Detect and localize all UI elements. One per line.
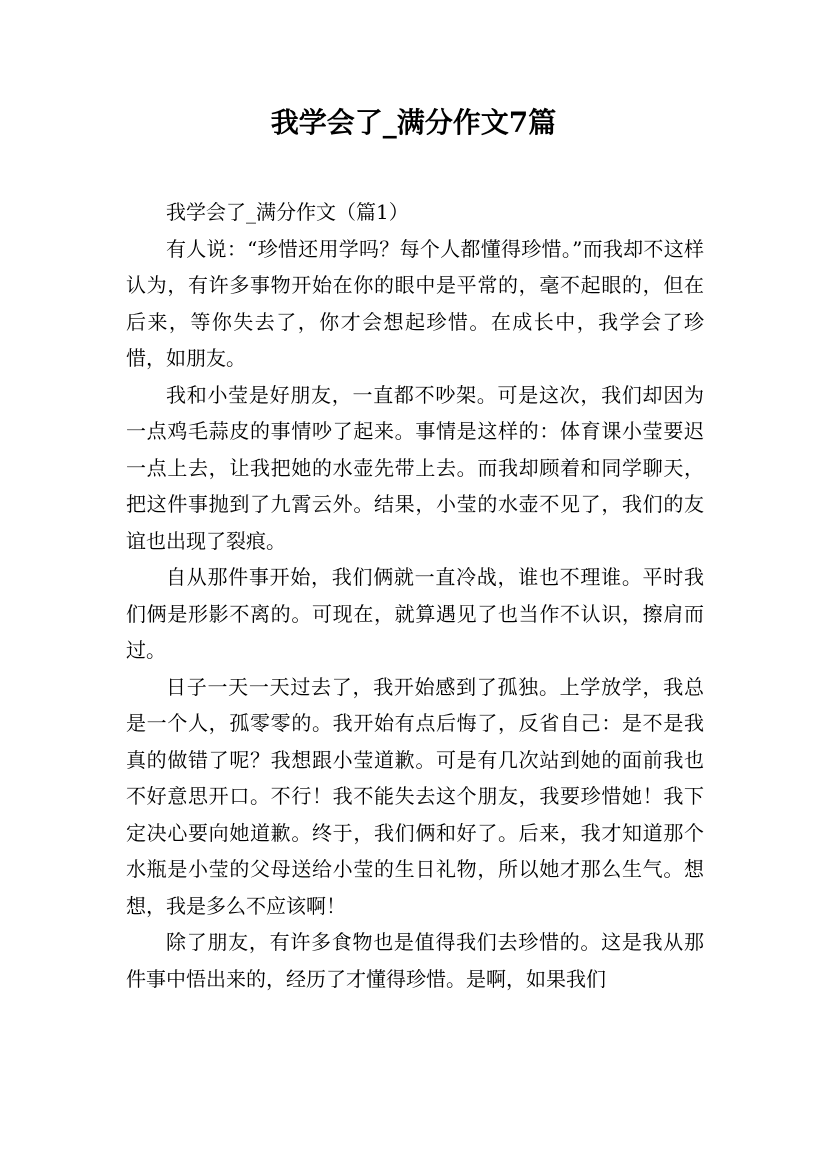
- paragraph: 有人说：“珍惜还用学吗？每个人都懂得珍惜。”而我却不这样认为，有许多事物开始在你的眼中是平常的，毫不起眼的，但在后来，等你失去了，你才会想起珍惜。在成长中，我学会了珍惜，如朋友。: [126, 236, 704, 370]
- paragraph: 除了朋友，有许多食物也是值得我们去珍惜的。这是我从那件事中悟出来的，经历了才懂得珍惜。是啊，如果我们: [126, 930, 704, 991]
- document-title: 我学会了_满分作文7篇: [270, 106, 557, 139]
- document-body: [126, 194, 704, 997]
- section-heading: 我学会了_满分作文（篇1）: [166, 200, 409, 224]
- paragraph: 自从那件事开始，我们俩就一直冷战，谁也不理谁。平时我们俩是形影不离的。可现在，就算遇见了也当作不认识，擦肩而过。: [126, 565, 704, 662]
- paragraph: 我和小莹是好朋友，一直都不吵架。可是这次，我们却因为一点鸡毛蒜皮的事情吵了起来。事情是这样的：体育课小莹要迟一点上去，让我把她的水壶先带上去。而我却顾着和同学聊天，把这件事抛到了九霄云外。结果，小莹的水壶不见了，我们的友谊也出现了裂痕。: [126, 382, 704, 553]
- paragraph: 日子一天一天过去了，我开始感到了孤独。上学放学，我总是一个人，孤零零的。我开始有点后悔了，反省自己：是不是我真的做错了呢？我想跟小莹道歉。可是有几次站到她的面前我也不好意思开口。不行！我不能失去这个朋友，我要珍惜她！我下定决心要向她道歉。终于，我们俩和好了。后来，我才知道那个水瓶是小莹的父母送给小莹的生日礼物，所以她才那么生气。想想，我是多么不应该啊！: [126, 674, 704, 918]
